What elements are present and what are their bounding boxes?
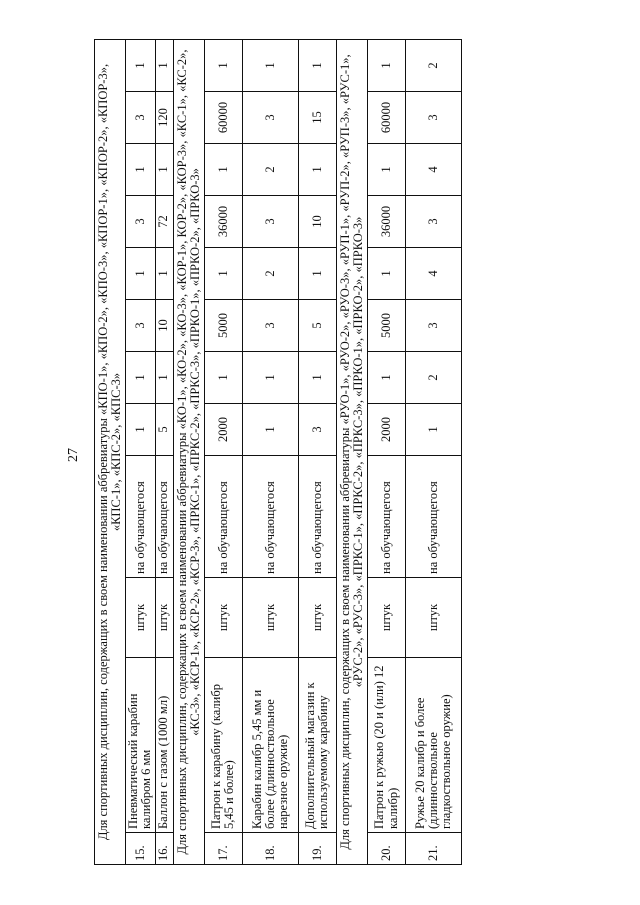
value-cell: 1 — [155, 352, 173, 404]
usage-cell: на обучающегося — [368, 456, 406, 578]
table-row — [298, 39, 336, 864]
value-cell: 15 — [298, 92, 336, 144]
value-cell: 1 — [155, 248, 173, 300]
rotated-page — [66, 40, 614, 865]
row-number: 18. — [242, 833, 298, 865]
table-row — [155, 39, 173, 864]
value-cell: 3 — [406, 92, 462, 144]
value-cell: 3 — [126, 196, 155, 248]
value-cell: 2000 — [204, 404, 242, 456]
table-row — [126, 39, 155, 864]
value-cell: 10 — [298, 196, 336, 248]
table-row — [406, 39, 462, 864]
value-cell: 2000 — [368, 404, 406, 456]
value-cell: 60000 — [204, 92, 242, 144]
value-cell: 1 — [368, 144, 406, 196]
unit-cell: штук — [126, 578, 155, 658]
usage-cell: на обучающегося — [204, 456, 242, 578]
value-cell: 120 — [155, 92, 173, 144]
value-cell: 1 — [298, 248, 336, 300]
unit-cell: штук — [368, 578, 406, 658]
unit-cell: штук — [204, 578, 242, 658]
usage-cell: на обучающегося — [155, 456, 173, 578]
row-number: 20. — [368, 833, 406, 865]
value-cell: 1 — [126, 39, 155, 91]
value-cell: 1 — [126, 404, 155, 456]
item-name: Патрон к ружью (20 и (или) 12 калибр) — [368, 658, 406, 833]
page-number: 27 — [66, 448, 81, 462]
value-cell: 1 — [126, 248, 155, 300]
value-cell: 1 — [242, 352, 298, 404]
section-heading: Для спортивных дисциплин, содержащих в своем наименовании аббревиатуры «КПО-1», «КПО-2», «КПО-3», «КПОР-1», «КПОР-2», «КПОР-3», «КПС-1», «КПС-2», «КПС-3» — [95, 39, 126, 864]
usage-cell: на обучающегося — [126, 456, 155, 578]
unit-cell: штук — [242, 578, 298, 658]
item-name: Дополнительный магазин к используемому карабину — [298, 658, 336, 833]
row-number: 16. — [155, 833, 173, 865]
value-cell: 60000 — [368, 92, 406, 144]
usage-cell: на обучающегося — [298, 456, 336, 578]
row-number: 17. — [204, 833, 242, 865]
value-cell: 1 — [298, 352, 336, 404]
value-cell: 5000 — [368, 300, 406, 352]
value-cell: 3 — [126, 300, 155, 352]
value-cell: 3 — [242, 196, 298, 248]
value-cell: 1 — [126, 352, 155, 404]
value-cell: 3 — [406, 300, 462, 352]
value-cell: 1 — [155, 144, 173, 196]
value-cell: 3 — [126, 92, 155, 144]
value-cell: 1 — [204, 39, 242, 91]
value-cell: 2 — [406, 39, 462, 91]
row-number: 15. — [126, 833, 155, 865]
value-cell: 1 — [368, 39, 406, 91]
value-cell: 1 — [204, 144, 242, 196]
item-name: Ружье 20 калибр и более (длинноствольное гладкоствольное оружие) — [406, 658, 462, 833]
table-row — [368, 39, 406, 864]
value-cell: 1 — [406, 404, 462, 456]
unit-cell: штук — [155, 578, 173, 658]
section-heading: Для спортивных дисциплин, содержащих в своем наименовании аббревиатуры «РУО-1», «РУО-2», «РУО-3», «РУП-1», «РУП-2», «РУП-3», «РУС-1», «РУС-2», «РУС-3», «ПРКС-1», «ПРКС-2», «ПРКС-3», «ПРКО-1», «ПРКО-2», «ПРКО-3» — [336, 39, 367, 864]
row-number: 19. — [298, 833, 336, 865]
value-cell: 1 — [155, 39, 173, 91]
section-heading: Для спортивных дисциплин, содержащих в своем наименовании аббревиатуры «КО-1», «КО-2», «КО-3», «КОР-1», КОР-2», «КОР-3», «КС-1», «КС-2», «КС-3», «КСР-1», «КСР-2», «КСР-3», «ПРКС-1», «ПРКС-2», «ПРКС-3», «ПРКО-1», «ПРКО-2», «ПРКО-3» — [173, 39, 204, 864]
value-cell: 72 — [155, 196, 173, 248]
value-cell: 10 — [155, 300, 173, 352]
value-cell: 1 — [242, 39, 298, 91]
value-cell: 1 — [242, 404, 298, 456]
row-number: 21. — [406, 833, 462, 865]
value-cell: 36000 — [204, 196, 242, 248]
usage-cell: на обучающегося — [406, 456, 462, 578]
value-cell: 5 — [298, 300, 336, 352]
value-cell: 3 — [298, 404, 336, 456]
value-cell: 4 — [406, 144, 462, 196]
value-cell: 1 — [298, 144, 336, 196]
unit-cell: штук — [406, 578, 462, 658]
value-cell: 4 — [406, 248, 462, 300]
table-row — [204, 39, 242, 864]
value-cell: 3 — [242, 300, 298, 352]
value-cell: 1 — [204, 248, 242, 300]
item-name: Карабин калибр 5,45 мм и более (длинноствольное нарезное оружие) — [242, 658, 298, 833]
value-cell: 1 — [298, 39, 336, 91]
value-cell: 3 — [242, 92, 298, 144]
item-name: Пневматический карабин калибром 6 мм — [126, 658, 155, 833]
value-cell: 2 — [406, 352, 462, 404]
value-cell: 3 — [406, 196, 462, 248]
value-cell: 2 — [242, 144, 298, 196]
value-cell: 2 — [242, 248, 298, 300]
value-cell: 5 — [155, 404, 173, 456]
value-cell: 36000 — [368, 196, 406, 248]
value-cell: 1 — [204, 352, 242, 404]
value-cell: 5000 — [204, 300, 242, 352]
value-cell: 1 — [368, 352, 406, 404]
equipment-table — [94, 39, 462, 865]
item-name: Патрон к карабину (калибр 5,45 и более) — [204, 658, 242, 833]
value-cell: 1 — [368, 248, 406, 300]
unit-cell: штук — [298, 578, 336, 658]
item-name: Баллон с газом (1000 мл) — [155, 658, 173, 833]
table-row — [242, 39, 298, 864]
usage-cell: на обучающегося — [242, 456, 298, 578]
value-cell: 1 — [126, 144, 155, 196]
